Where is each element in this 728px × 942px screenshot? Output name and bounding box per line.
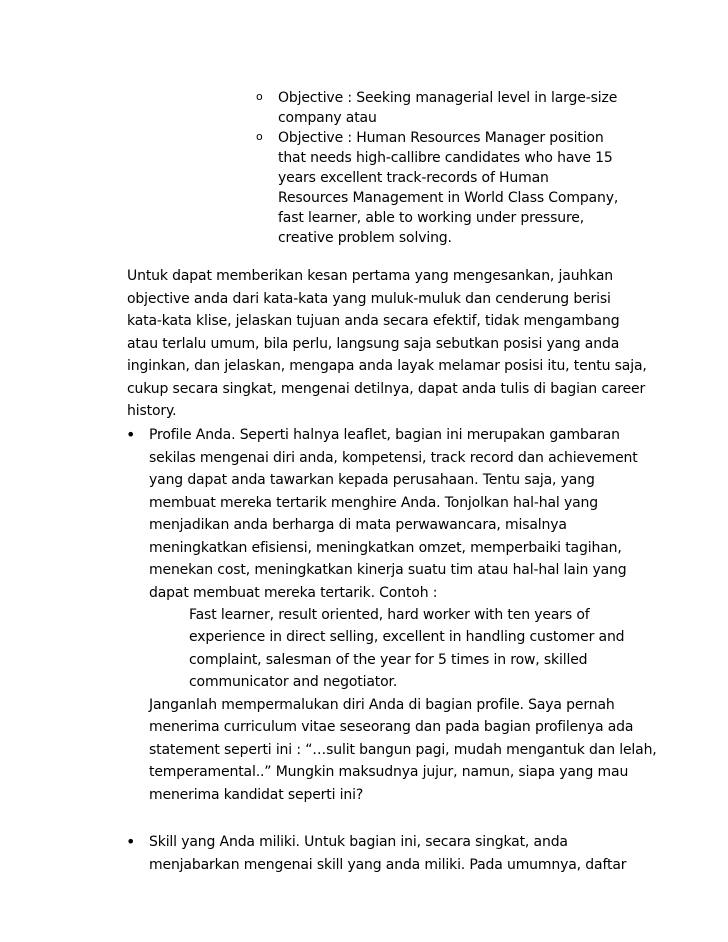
paragraph-line: Untuk dapat memberikan kesan pertama yang mengesankan, jauhkan <box>127 268 614 284</box>
objective-line: that needs high-callibre candidates who have 15 <box>278 150 613 166</box>
skill-line: menjabarkan mengenai skill yang anda miliki. Pada umumnya, daftar <box>149 857 627 873</box>
example-line: communicator and negotiator. <box>189 674 398 690</box>
skill-line: Skill yang Anda miliki. Untuk bagian ini, secara singkat, anda <box>149 834 568 850</box>
bullet-dot-icon: • <box>126 425 136 444</box>
profile-line: yang dapat anda tawarkan kepada perusahaan. Tentu saja, yang <box>149 472 595 488</box>
example-line: Fast learner, result oriented, hard worker with ten years of <box>189 607 590 623</box>
objective-line: Objective : Human Resources Manager position <box>278 130 604 146</box>
objective-line: company atau <box>278 110 377 126</box>
profile-line: menjadikan anda berharga di mata perwawancara, misalnya <box>149 517 567 533</box>
bullet-dot-icon: • <box>126 832 136 851</box>
circle-bullet-icon: o <box>256 90 263 103</box>
profile-line: dapat membuat mereka tertarik. Contoh : <box>149 585 438 601</box>
profile-closing-line: menerima kandidat seperti ini? <box>149 787 364 803</box>
circle-bullet-icon: o <box>256 130 263 143</box>
objective-line: Resources Management in World Class Company, <box>278 190 619 206</box>
paragraph-line: objective anda dari kata-kata yang muluk-muluk dan cenderung berisi <box>127 291 611 307</box>
example-line: complaint, salesman of the year for 5 times in row, skilled <box>189 652 588 668</box>
profile-closing-line: temperamental..” Mungkin maksudnya jujur, namun, siapa yang mau <box>149 764 629 780</box>
profile-line: sekilas mengenai diri anda, kompetensi, track record dan achievement <box>149 450 638 466</box>
profile-line: Profile Anda. Seperti halnya leaflet, bagian ini merupakan gambaran <box>149 427 620 443</box>
profile-closing-line: menerima curriculum vitae seseorang dan pada bagian profilenya ada <box>149 719 634 735</box>
profile-line: membuat mereka tertarik menghire Anda. Tonjolkan hal-hal yang <box>149 495 598 511</box>
objective-line: Objective : Seeking managerial level in large-size <box>278 90 618 106</box>
objective-line: creative problem solving. <box>278 230 452 246</box>
profile-closing-line: statement seperti ini : “…sulit bangun pagi, mudah mengantuk dan lelah, <box>149 742 657 758</box>
profile-line: meningkatkan efisiensi, meningkatkan omzet, memperbaiki tagihan, <box>149 540 622 556</box>
example-line: experience in direct selling, excellent in handling customer and <box>189 629 625 645</box>
profile-line: menekan cost, meningkatkan kinerja suatu tim atau hal-hal lain yang <box>149 562 627 578</box>
profile-closing-line: Janganlah mempermalukan diri Anda di bagian profile. Saya pernah <box>149 697 615 713</box>
paragraph-line: inginkan, dan jelaskan, mengapa anda layak melamar posisi itu, tentu saja, <box>127 358 647 374</box>
paragraph-line: atau terlalu umum, bila perlu, langsung saja sebutkan posisi yang anda <box>127 336 620 352</box>
paragraph-line: kata-kata klise, jelaskan tujuan anda secara efektif, tidak mengambang <box>127 313 620 329</box>
objective-line: years excellent track-records of Human <box>278 170 549 186</box>
objective-line: fast learner, able to working under pressure, <box>278 210 585 226</box>
paragraph-line: history. <box>127 403 177 419</box>
paragraph-line: cukup secara singkat, mengenai detilnya, dapat anda tulis di bagian career <box>127 381 646 397</box>
